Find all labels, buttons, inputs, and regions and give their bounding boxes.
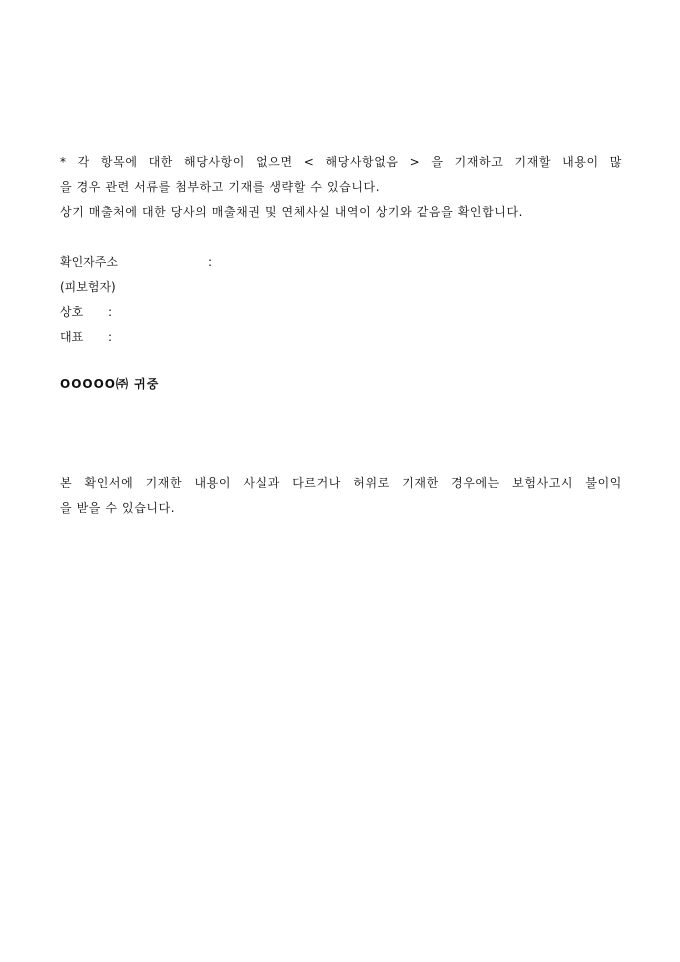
representative-colon: : [108, 330, 113, 344]
note-line-1: * 각 항목에 대한 해당사항이 없으면 < 해당사항없음 > 을 기재하고 기재할 내용이 많 [60, 155, 622, 169]
company-name-field [60, 304, 112, 320]
warning-line-2: 을 받을 수 있습니다. [60, 501, 176, 515]
address-field [60, 254, 212, 270]
address-colon: : [208, 255, 213, 269]
company-name-colon: : [108, 305, 113, 319]
address-label: 확인자주소 [60, 255, 118, 269]
warning-line-1: 본 확인서에 기재한 내용이 사실과 다르거나 허위로 기재한 경우에는 보험사고시 불이익 [60, 476, 622, 490]
note-line-2: 을 경우 관련 서류를 첨부하고 기재를 생략할 수 있습니다. [60, 180, 381, 194]
insured-label: (피보험자) [60, 280, 116, 294]
addressee: OOOOO㈜ 귀중 [60, 377, 160, 391]
representative-label: 대표 [60, 330, 84, 344]
confirmation-statement: 상기 매출처에 대한 당사의 매출채권 및 연체사실 내역이 상기와 같음을 확인합니다. [60, 205, 524, 219]
representative-field [60, 329, 112, 345]
company-name-label: 상호 [60, 305, 84, 319]
